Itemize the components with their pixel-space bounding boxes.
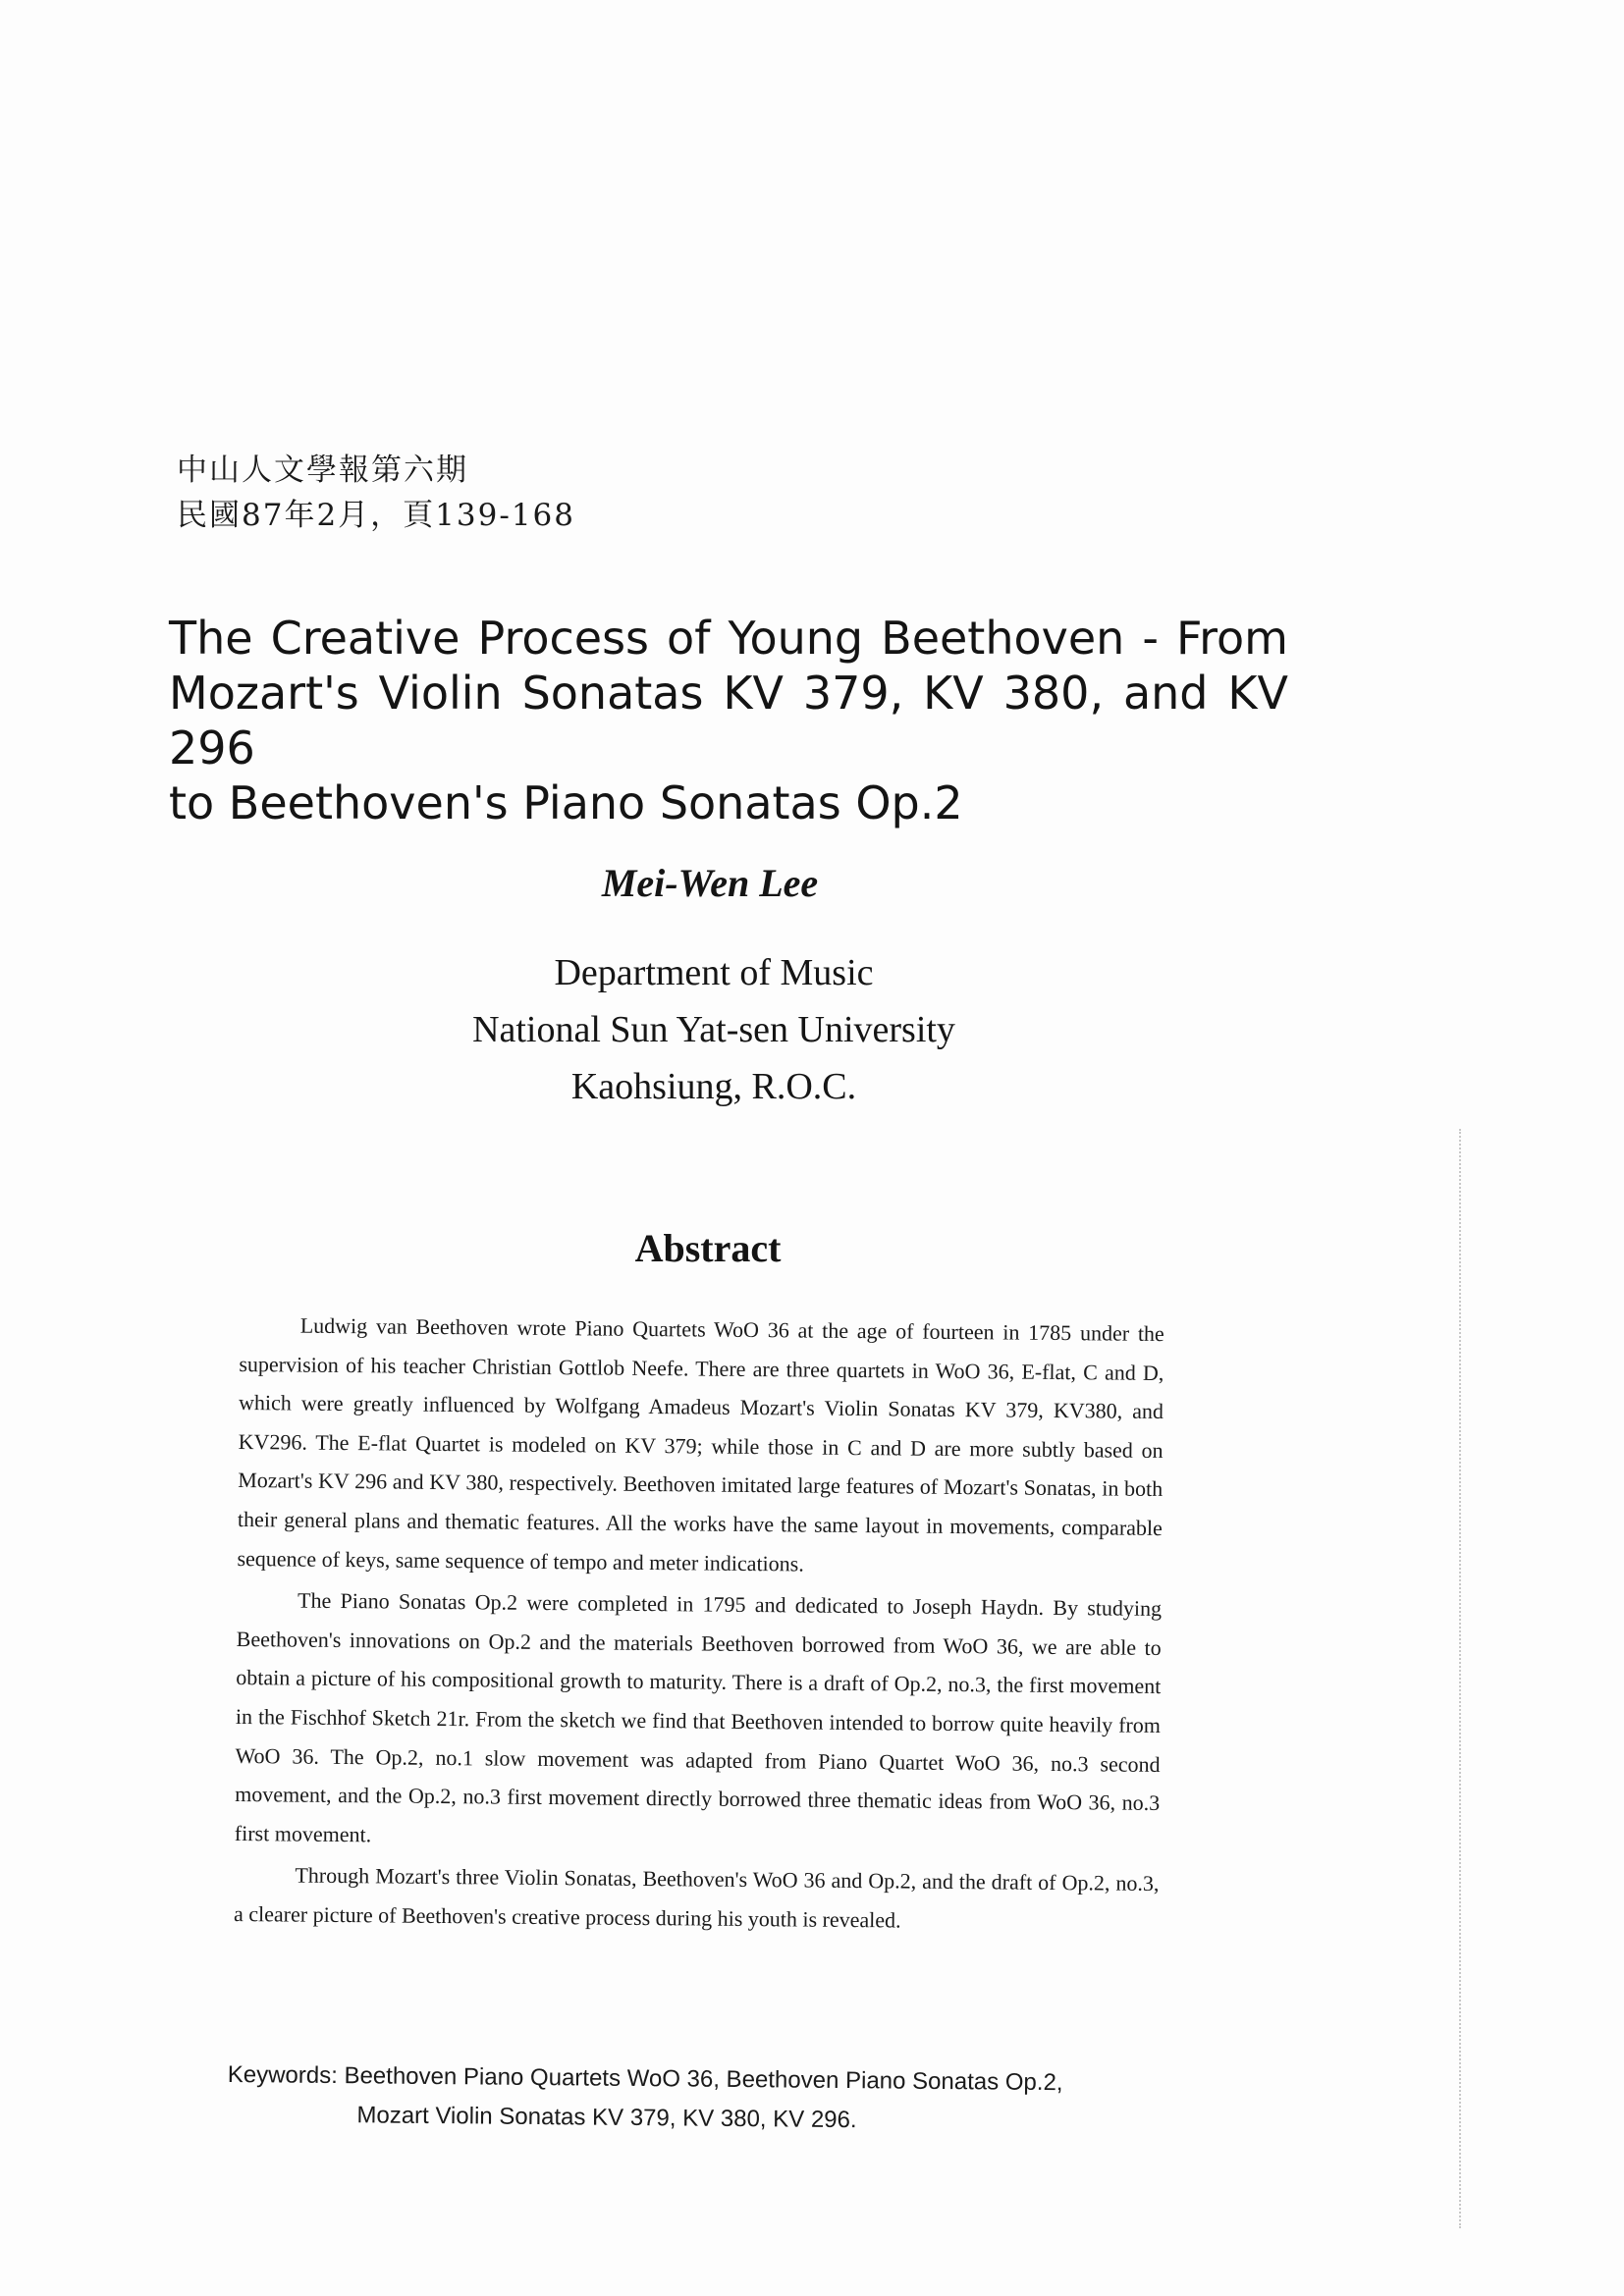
author-name: Mei-Wen Lee [601,861,819,905]
abstract-paragraph-2: The Piano Sonatas Op.2 were completed in 1795 and dedicated to Joseph Haydn. By studying Beethoven's innovations on Op.2 and the materials Beethoven borrowed from WoO 36, we are able to obtain a picture of his compositional growth to maturity. There is a draft of Op.2, no.3, the first movement in the Fischhof Sketch 21r. From the sketch we find that Beethoven intended to borrow quite heavily from WoO 36. The Op.2, no.1 slow movement was adapted from Piano Quartet WoO 36, no.3 second movement, and the Op.2, no.3 first movement directly borrowed three thematic ideas from WoO 36, no.3 first movement. [234,1587,1163,1847]
affiliation-university: National Sun Yat-sen University [472,1009,955,1050]
journal-name: 中山人文學報第六期 [177,453,468,488]
abstract-body [234,1306,1164,1946]
keywords-line-2: Mozart Violin Sonatas KV 379, KV 380, KV 296. [356,2102,857,2134]
title-line-3: to Beethoven's Piano Sonatas Op.2 [169,776,963,829]
abstract-paragraph-1: Ludwig van Beethoven wrote Piano Quartets WoO 36 at the age of fourteen in 1785 under the supervision of his teacher Christian Gottlob Neefe. There are three quartets in WoO 36, E-flat, C and D, which were greatly influenced by Wolfgang Amadeus Mozart's Violin Sonatas KV 379, KV380, and KV296. The E-flat Quartet is modeled on KV 379; while those in C and D are more subtly based on Mozart's KV 296 and KV 380, respectively. Beethoven imitated large features of Mozart's Sonatas, in both their general plans and thematic features. All the works have the same layout in movements, comparable sequence of keys, same sequence of tempo and meter indications. [237,1312,1164,1576]
keywords-block [227,2056,1170,2143]
affiliation-location: Kaohsiung, R.O.C. [570,1066,857,1107]
title-line-2: Mozart's Violin Sonatas KV 379, KV 380, and KV 296 [169,667,1288,774]
abstract-paragraph-3: Through Mozart's three Violin Sonatas, Beethoven's WoO 36 and Op.2, and the draft of Op.2, no.3, a clearer picture of Beethoven's creative process during his youth is revealed. [233,1862,1160,1933]
scan-edge-artifact [1459,1129,1461,2228]
journal-issue-pages: 民國87年2月，頁139-168 [177,498,575,533]
paper-title [169,611,1288,830]
abstract-heading: Abstract [634,1226,782,1270]
affiliation-department: Department of Music [554,952,874,993]
title-line-1: The Creative Process of Young Beethoven - From [169,612,1288,665]
journal-citation [177,448,575,538]
keywords-label: Keywords: [227,2060,338,2090]
author-affiliation [0,944,1428,1115]
keywords-line-1: Beethoven Piano Quartets WoO 36, Beethoven Piano Sonatas Op.2, [344,2062,1063,2097]
